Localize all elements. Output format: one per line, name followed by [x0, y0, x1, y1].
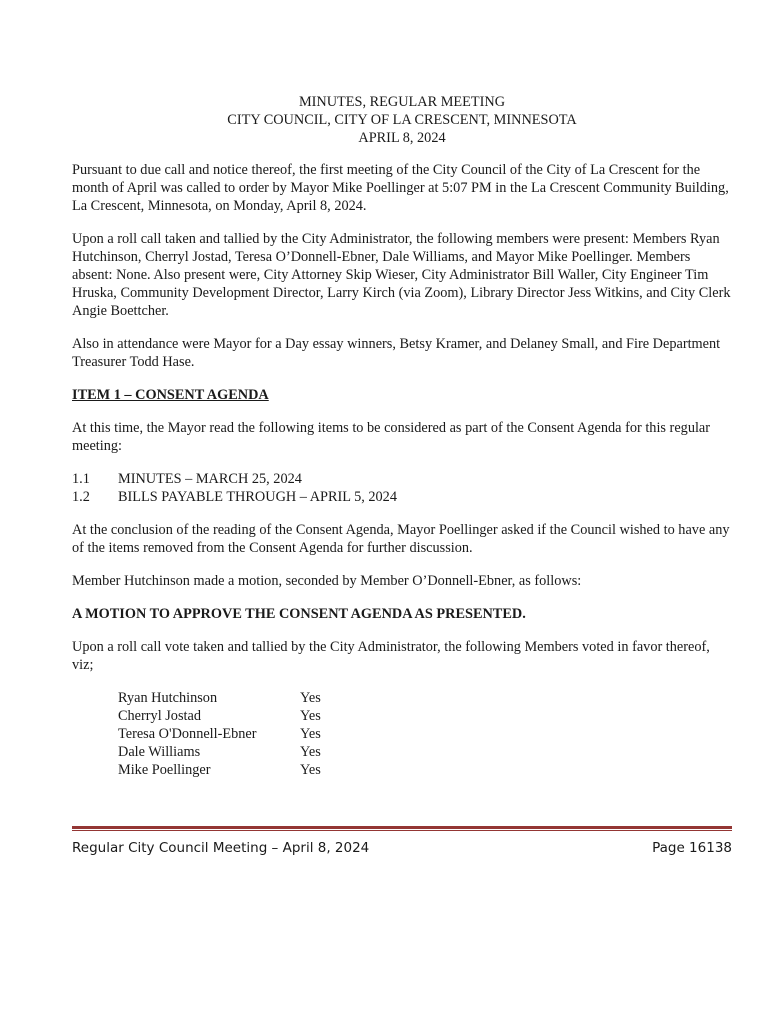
vote-value: Yes: [300, 726, 321, 742]
header-organization: CITY COUNCIL, CITY OF LA CRESCENT, MINNESOTA: [227, 112, 577, 128]
list-item-number: 1.1: [72, 471, 90, 487]
header-date: APRIL 8, 2024: [358, 130, 446, 146]
paragraph-motion-made: Member Hutchinson made a motion, seconded by Member O’Donnell-Ebner, as follows:: [72, 573, 582, 589]
vote-row: [118, 761, 732, 779]
list-item: [72, 470, 732, 488]
vote-row: [118, 743, 732, 761]
page-footer: [72, 826, 732, 857]
footer-page-number: Page 16138: [652, 840, 732, 856]
vote-member-name: Ryan Hutchinson: [118, 690, 218, 706]
list-item: [72, 488, 732, 506]
paragraph-vote-intro: Upon a roll call vote taken and tallied by the City Administrator, the following Members voted in favor thereof, viz;: [72, 639, 710, 673]
paragraph-roll-call: Upon a roll call taken and tallied by the City Administrator, the following members were present: Members Ryan Hutchinson, Cherryl Jostad, Teresa O’Donnell-Ebner, Dale Williams, and Mayor Mike Poellinger. Members absent: None. Also present were, City Attorney Skip Wieser, City Administrator Bill Waller, City Engineer Tim Hruska, Community Development Director, Larry Kirch (via Zoom), Library Director Jess Witkins, and City Clerk Angie Boettcher.: [72, 231, 731, 319]
paragraph-call-to-order: Pursuant to due call and notice thereof, the first meeting of the City Council of the City of La Crescent for the month of April was called to order by Mayor Mike Poellinger at 5:07 PM in the La Crescent Community Building, La Crescent, Minnesota, on Monday, April 8, 2024.: [72, 162, 729, 214]
header-title: MINUTES, REGULAR MEETING: [298, 94, 506, 110]
vote-row: [118, 689, 732, 707]
vote-value: Yes: [300, 762, 321, 778]
list-item-number: 1.2: [72, 489, 90, 505]
vote-value: Yes: [300, 708, 321, 724]
item-1-heading: ITEM 1 – CONSENT AGENDA: [72, 387, 269, 403]
document-body: [72, 93, 732, 779]
footer-rule: [72, 830, 732, 831]
vote-table: [118, 689, 732, 779]
paragraph-attendance: Also in attendance were Mayor for a Day essay winners, Betsy Kramer, and Delaney Small, and Fire Department Treasurer Todd Hase.: [72, 336, 721, 370]
vote-member-name: Teresa O'Donnell-Ebner: [118, 726, 257, 742]
document-header: [72, 93, 732, 147]
list-item-text: BILLS PAYABLE THROUGH – APRIL 5, 2024: [118, 489, 397, 505]
vote-row: [118, 707, 732, 725]
footer-text: [72, 839, 732, 857]
paragraph-consent-intro: At this time, the Mayor read the following items to be considered as part of the Consent Agenda for this regular meeting:: [72, 420, 711, 454]
vote-value: Yes: [300, 690, 321, 706]
consent-agenda-list: [72, 470, 732, 506]
footer-meeting-title: Regular City Council Meeting – April 8, 2024: [72, 840, 370, 856]
vote-member-name: Dale Williams: [118, 744, 201, 760]
paragraph-consent-conclusion: At the conclusion of the reading of the Consent Agenda, Mayor Poellinger asked if the Council wished to have any of the items removed from the Consent Agenda for further discussion.: [72, 522, 730, 556]
motion-text: A MOTION TO APPROVE THE CONSENT AGENDA AS PRESENTED.: [72, 606, 526, 622]
vote-value: Yes: [300, 744, 321, 760]
vote-row: [118, 725, 732, 743]
vote-member-name: Mike Poellinger: [118, 762, 211, 778]
list-item-text: MINUTES – MARCH 25, 2024: [118, 471, 302, 487]
vote-member-name: Cherryl Jostad: [118, 708, 201, 724]
